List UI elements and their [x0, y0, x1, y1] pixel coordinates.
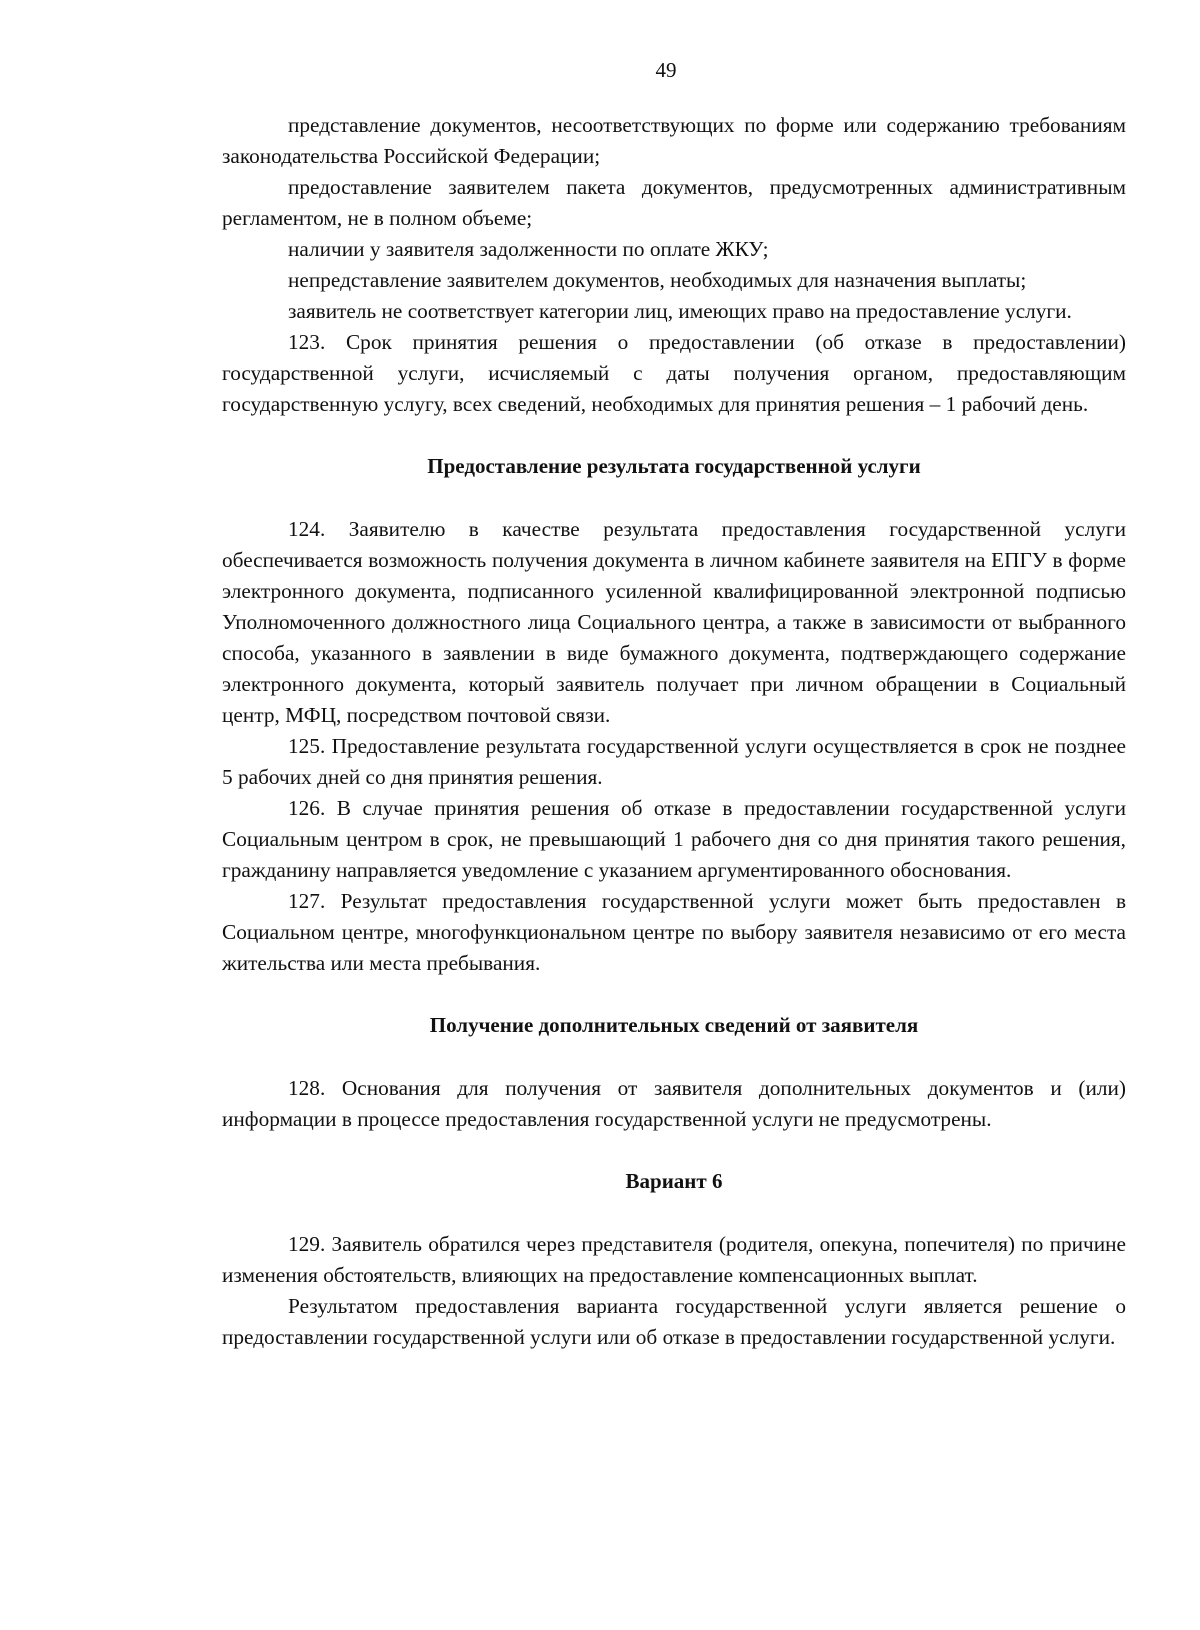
paragraph-126: 126. В случае принятия решения об отказе в предоставлении государственной услуги Социальным центром в срок, не превышающий 1 рабочего дня со дня принятия такого решения, гражданину направляется уведомление с указанием аргументированного обоснования. — [222, 796, 1126, 882]
paragraph-128: 128. Основания для получения от заявителя дополнительных документов и (или) информации в процессе предоставления государственной услуги не предусмотрены. — [222, 1076, 1126, 1131]
paragraph-ground-mismatch: представление документов, несоответствующих по форме или содержанию требованиям законодательства Российской Федерации; — [222, 113, 1126, 168]
paragraph-ground-debt: наличии у заявителя задолженности по оплате ЖКУ; — [288, 237, 769, 261]
paragraph-127: 127. Результат предоставления государственной услуги может быть предоставлен в Социальном центре, многофункциональном центре по выбору заявителя независимо от его места жительства или места пребывания. — [222, 889, 1126, 975]
page-body — [222, 110, 1126, 1353]
paragraph-124: 124. Заявителю в качестве результата предоставления государственной услуги обеспечивается возможность получения документа в личном кабинете заявителя на ЕПГУ в форме электронного документа, подписанного усиленной квалифицированной электронной подписью Уполномоченного должностного лица Социального центра, а также в зависимости от выбранного способа, указанного в заявлении в виде бумажного документа, подтверждающего содержание электронного документа, который заявитель получает при личном обращении в Социальный центр, МФЦ, посредством почтовой связи. — [222, 517, 1126, 727]
paragraph-125: 125. Предоставление результата государственной услуги осуществляется в срок не позднее 5 рабочих дней со дня принятия решения. — [222, 734, 1126, 789]
section-heading-additional-info: Получение дополнительных сведений от заявителя — [429, 1013, 919, 1037]
page-number: 49 — [655, 58, 677, 82]
paragraph-variant-result: Результатом предоставления варианта государственной услуги является решение о предоставлении государственной услуги или об отказе в предоставлении государственной услуги. — [222, 1294, 1126, 1349]
section-heading-variant-6: Вариант 6 — [625, 1169, 723, 1193]
paragraph-ground-category: заявитель не соответствует категории лиц, имеющих право на предоставление услуги. — [288, 299, 1072, 323]
paragraph-ground-incomplete: предоставление заявителем пакета документов, предусмотренных административным регламентом, не в полном объеме; — [222, 175, 1126, 230]
section-heading-result: Предоставление результата государственной услуги — [427, 454, 921, 478]
paragraph-ground-missing-docs: непредставление заявителем документов, необходимых для назначения выплаты; — [288, 268, 1027, 292]
paragraph-129: 129. Заявитель обратился через представителя (родителя, опекуна, попечителя) по причине изменения обстоятельств, влияющих на предоставление компенсационных выплат. — [222, 1232, 1126, 1287]
paragraph-123: 123. Срок принятия решения о предоставлении (об отказе в предоставлении) государственной услуги, исчисляемый с даты получения органом, предоставляющим государственную услугу, всех сведений, необходимых для принятия решения – 1 рабочий день. — [222, 330, 1126, 416]
